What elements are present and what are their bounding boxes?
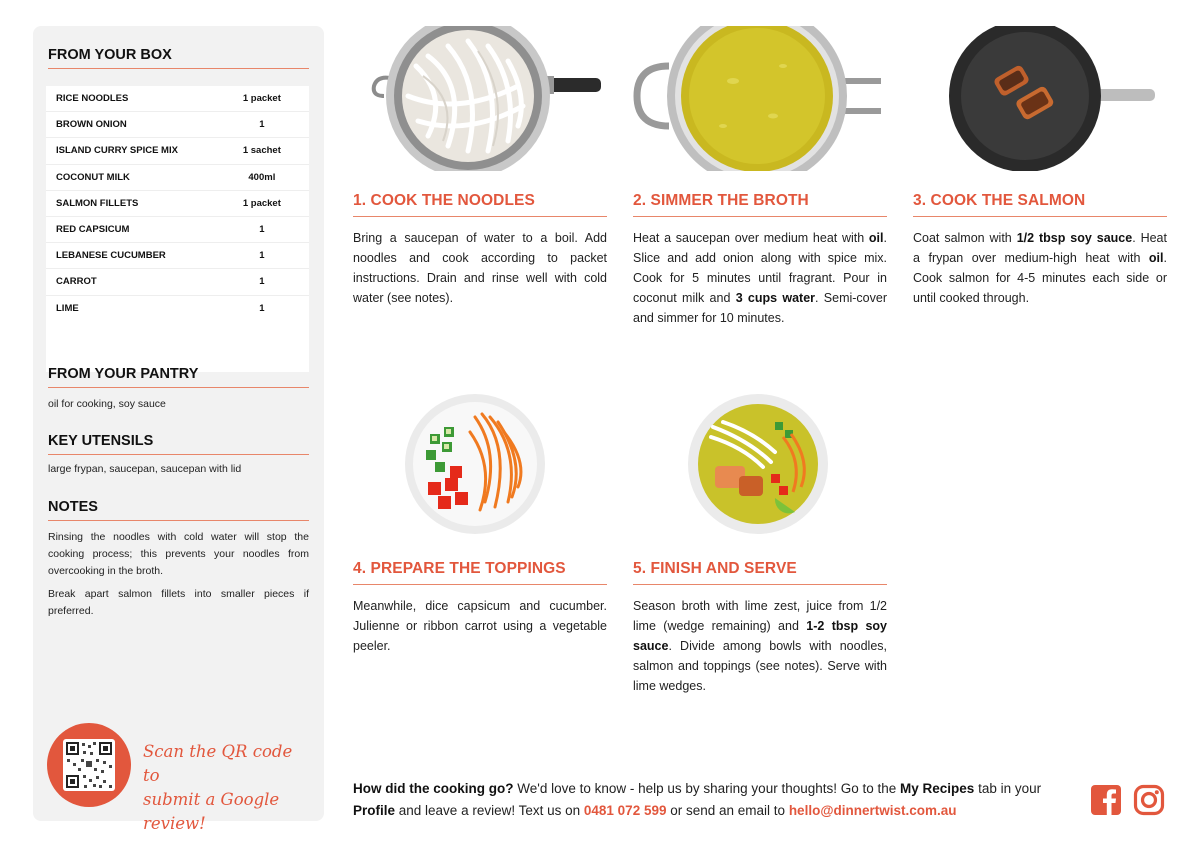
ingredient-row xyxy=(46,138,309,164)
qr-text-line1: Scan the QR code to xyxy=(143,742,293,785)
step-5-title: 5. FINISH AND SERVE xyxy=(633,560,887,585)
ingredient-name: LIME xyxy=(56,303,79,315)
ingredient-qty: 1 xyxy=(259,303,265,315)
facebook-icon[interactable] xyxy=(1090,784,1124,818)
ingredient-row xyxy=(46,86,309,112)
from-your-box-title: FROM YOUR BOX xyxy=(48,47,309,69)
ingredient-name: COCONUT MILK xyxy=(56,171,130,183)
utensils-title: KEY UTENSILS xyxy=(48,433,309,455)
ingredient-name: SALMON FILLETS xyxy=(56,197,139,209)
ingredient-name: LEBANESE CUCUMBER xyxy=(56,250,166,262)
step-1-image xyxy=(368,26,603,171)
ingredient-qty: 1 xyxy=(259,119,265,131)
ingredient-row xyxy=(46,296,309,322)
step-5-body: Season broth with lime zest, juice from 1/2 lime (wedge remaining) and 1-2 tbsp soy sauce. Divide among bowls with noodles, salmon and toppings (see notes). Serve with lime wedges. xyxy=(633,599,887,693)
step-1-title: 1. COOK THE NOODLES xyxy=(353,192,607,217)
ingredient-row xyxy=(46,165,309,191)
phone-link[interactable]: 0481 072 599 xyxy=(583,803,667,818)
ingredient-row xyxy=(46,112,309,138)
step-5-image xyxy=(683,392,833,537)
step-3-image xyxy=(945,26,1160,171)
qr-review-prompt xyxy=(143,740,313,836)
step-4-title: 4. PREPARE THE TOPPINGS xyxy=(353,560,607,585)
ingredient-qty: 1 sachet xyxy=(242,145,281,157)
note-item: Break apart salmon fillets into smaller pieces if preferred. xyxy=(48,588,309,617)
qr-text-line2: submit a Google review! xyxy=(143,790,280,833)
step-4-image xyxy=(400,392,550,537)
step-3-title: 3. COOK THE SALMON xyxy=(913,192,1167,217)
ingredient-qty: 1 packet xyxy=(242,93,281,105)
ingredient-name: CARROT xyxy=(56,276,97,288)
ingredient-row xyxy=(46,217,309,243)
instagram-icon[interactable] xyxy=(1133,784,1167,818)
step-1-body: Bring a saucepan of water to a boil. Add noodles and cook according to packet instructions. Drain and rinse well with cold water (see notes). xyxy=(353,231,607,305)
ingredient-row xyxy=(46,243,309,269)
ingredient-name: RED CAPSICUM xyxy=(56,224,130,236)
utensils-text: large frypan, saucepan, saucepan with lid xyxy=(48,463,242,475)
pantry-title: FROM YOUR PANTRY xyxy=(48,366,309,388)
feedback-footer: How did the cooking go? We'd love to know - help us by sharing your thoughts! Go to the My Recipes tab in your Profile and leave a review! Text us on 0481 072 599 or send an email to hello@dinnertwist.com.au xyxy=(353,781,1042,818)
qr-code-icon[interactable] xyxy=(63,739,115,791)
ingredient-qty: 1 xyxy=(259,250,265,262)
ingredients-sidebar xyxy=(33,26,324,833)
pantry-text: oil for cooking, soy sauce xyxy=(48,398,166,410)
ingredient-qty: 1 xyxy=(259,276,265,288)
ingredient-name: ISLAND CURRY SPICE MIX xyxy=(56,145,178,157)
ingredient-row xyxy=(46,191,309,217)
step-3-body: Coat salmon with 1/2 tbsp soy sauce. Heat a frypan over medium-high heat with oil. Cook salmon for 4-5 minutes each side or until cooked through. xyxy=(913,231,1167,305)
note-item: Rinsing the noodles with cold water will stop the cooking process; this prevents your noodles from overcooking in the broth. xyxy=(48,531,309,577)
notes-list xyxy=(48,529,309,626)
ingredient-name: BROWN ONION xyxy=(56,119,127,131)
ingredient-qty: 400ml xyxy=(248,171,276,183)
ingredients-table xyxy=(46,86,309,372)
step-2-image xyxy=(633,26,883,171)
ingredient-row xyxy=(46,269,309,295)
notes-title: NOTES xyxy=(48,499,309,521)
ingredient-qty: 1 packet xyxy=(242,197,281,209)
step-2-body: Heat a saucepan over medium heat with oil. Slice and add onion along with spice mix. Cook for 5 minutes until fragrant. Pour in coconut milk and 3 cups water. Semi-cover and simmer for 10 minutes. xyxy=(633,231,887,325)
qr-code-badge[interactable] xyxy=(47,723,131,807)
step-4-body: Meanwhile, dice capsicum and cucumber. Julienne or ribbon carrot using a vegetable peeler. xyxy=(353,599,607,653)
ingredient-qty: 1 xyxy=(259,224,265,236)
ingredient-name: RICE NOODLES xyxy=(56,93,129,105)
email-link[interactable]: hello@dinnertwist.com.au xyxy=(788,803,957,818)
step-2-title: 2. SIMMER THE BROTH xyxy=(633,192,887,217)
